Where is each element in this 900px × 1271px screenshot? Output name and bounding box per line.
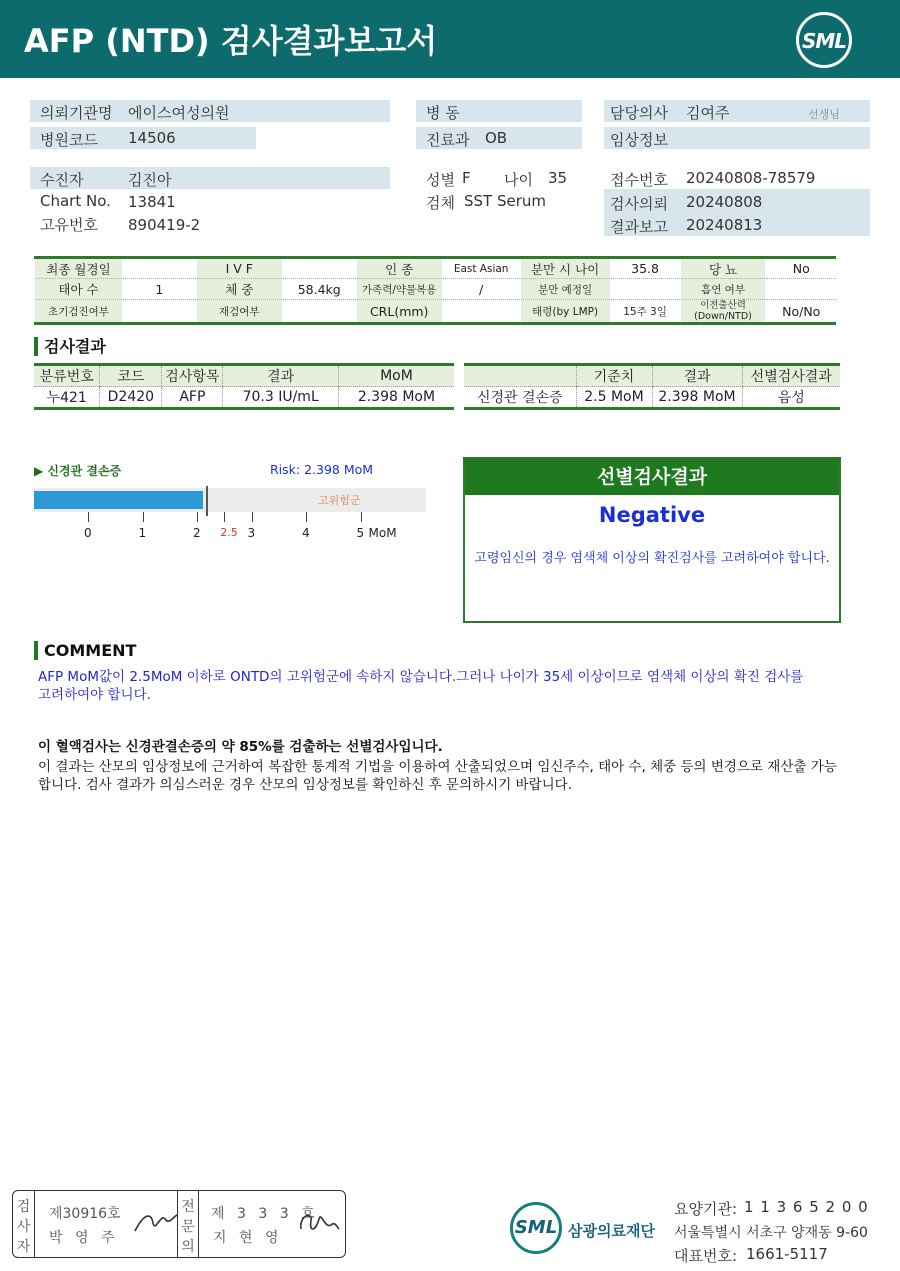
specimen-value: SST Serum [464,192,547,210]
family-history-value: / [442,279,520,300]
lmp-value [122,258,196,279]
code-value: D2420 [100,387,162,409]
delivery-age-label: 분만 시 나이 [520,258,610,279]
risk-tick-label: 0 [84,526,92,540]
screening-result-note: 고령임신의 경우 염색체 이상의 확진검사를 고려하여야 합니다. [474,551,830,566]
inspector-signature [131,1205,181,1239]
smoking-label: 흡연 여부 [680,279,766,300]
retest-value [282,300,356,324]
dept-label: 진료과 [426,131,470,149]
results-left-row [34,387,454,409]
expert-name: 지 현 영 [213,1230,283,1246]
risk-tick [143,512,144,522]
col-code: 코드 [100,365,162,387]
mom-value: 2.398 MoM [338,387,454,409]
uid-label: 고유번호 [40,216,98,234]
ward-label: 병 동 [426,104,460,122]
retest-label: 재검여부 [196,300,282,324]
crl-label: CRL(mm) [356,300,442,324]
weight-label: 체 중 [196,279,282,300]
risk-tick [252,512,253,522]
cutoff-value: 2.5 MoM [576,387,652,409]
clinical-info-label: 임상정보 [610,131,668,149]
diabetes-label: 당 뇨 [680,258,766,279]
risk-cutoff-marker [206,486,208,516]
risk-tick-label: 1 [138,526,147,540]
risk-value-text: Risk: 2.398 MoM [270,462,374,477]
report-label: 결과보고 [610,218,668,236]
receipt-value: 20240808-78579 [686,169,816,187]
risk-tick [197,512,198,522]
high-risk-label: 고위험군 [318,494,361,507]
result-value: 70.3 IU/mL [223,387,339,409]
clinical-row-2 [35,279,837,300]
expert-col: 전문의 [177,1191,199,1257]
col-right-result: 결과 [652,365,742,387]
initial-exam-label: 초기검진여부 [35,300,123,324]
org-phone-value: 1661-5117 [746,1245,828,1263]
right-result-value: 2.398 MoM [652,387,742,409]
hospital-code-label: 병원코드 [40,131,98,149]
report-header [0,0,900,78]
family-history-label: 가족력/약물복용 [356,279,442,300]
chart-value: 13841 [128,193,176,211]
org-address: 서울특별시 서초구 양재동 9-60 [674,1225,868,1241]
gestational-age-value: 15주 3일 [610,300,680,324]
risk-tick [361,512,362,522]
patient-value: 김진아 [128,171,172,189]
clinical-row-1 [35,258,837,279]
results-left-header [34,365,454,387]
risk-disease-label: ▶ 신경관 결손증 [34,464,122,478]
inspector-col: 검사자 [13,1191,35,1257]
col-result: 결과 [223,365,339,387]
fetus-count-label: 태아 수 [35,279,123,300]
col-screening-result: 선별검사결과 [742,365,840,387]
col-disease [464,365,576,387]
risk-tick [88,512,89,522]
specimen-label: 검체 [426,194,455,212]
weight-value: 58.4kg [282,279,356,300]
comment-text: AFP MoM값이 2.5MoM 이하로 ONTD의 고위험군에 속하지 않습니다.그러나 나이가 35세 이상이므로 염색체 이상의 확진 검사를 고려하여야 합니다. [38,669,804,703]
risk-tick [306,512,307,522]
col-test-item: 검사항목 [162,365,223,387]
inspector-name: 박 영 주 [49,1230,119,1246]
screening-result-title: 선별검사결과 [465,459,839,495]
risk-bar-fill [34,491,203,509]
institution-value: 에이스여성의원 [128,104,230,122]
org-name: 삼광의료재단 [568,1222,655,1240]
results-table-right [464,363,840,410]
test-item-value: AFP [162,387,223,409]
doctor-label: 담당의사 [610,104,668,122]
race-label: 인 종 [356,258,442,279]
clinical-row-3 [35,300,837,324]
risk-tick [224,512,225,522]
clinical-info-table [34,256,836,325]
doctor-suffix: 선생님 [808,108,840,121]
crl-value [442,300,520,324]
screening-result-box [463,457,841,623]
risk-tick-label: 2 [193,526,201,540]
gestational-age-label: 태령(by LMP) [520,300,610,324]
screening-result-value: 음성 [742,387,840,409]
ivf-value [282,258,356,279]
uid-value: 890419-2 [128,216,201,234]
age-label: 나이 [504,171,533,189]
fetus-count-value: 1 [122,279,196,300]
expert-no: 제 3 3 3 호 [211,1206,319,1222]
comment-title: COMMENT [34,641,136,660]
sml-logo [796,12,852,68]
initial-exam-value [122,300,196,324]
institution-label: 의뢰기관명 [40,104,113,122]
org-code-label: 요양기관: [674,1200,738,1218]
signature-box [12,1190,346,1258]
org-logo-text: SML [514,1217,558,1238]
disease-value: 신경관 결손증 [464,387,576,409]
logo-text: SML [801,29,847,53]
prev-birth-value: No/No [766,300,836,324]
prev-birth-label: 이전출산력 (Down/NTD) [680,300,766,324]
results-right-header [464,365,840,387]
due-date-label: 분만 예정일 [520,279,610,300]
col-mom: MoM [338,365,454,387]
screening-result-value: Negative [598,503,706,527]
request-label: 검사의뢰 [610,195,668,213]
request-value: 20240808 [686,193,763,211]
risk-tick-label: MoM [368,526,397,540]
race-value: East Asian [442,258,520,279]
expert-signature [295,1207,343,1241]
report-title: AFP (NTD) 검사결과보고서 [24,22,438,60]
class-no-value: 누421 [34,387,100,409]
doctor-value: 김여주 [686,104,730,122]
receipt-label: 접수번호 [610,171,668,189]
col-cutoff: 기준치 [576,365,652,387]
col-class-no: 분류번호 [34,365,100,387]
risk-tick-label: 3 [247,526,256,540]
chart-label: Chart No. [40,192,111,210]
sex-value: F [462,169,471,187]
delivery-age-value: 35.8 [610,258,680,279]
lmp-label: 최종 월경일 [35,258,123,279]
patient-label: 수진자 [40,171,84,189]
risk-tick-label: 5 [356,526,365,540]
risk-tick-label: 4 [302,526,310,540]
comment-paragraph: 이 결과는 산모의 임상정보에 근거하여 복잡한 통계적 기법을 이용하여 산출되었으며 임신주수, 태아 수, 체중 등의 변경으로 재산출 가능합니다. 검사 결과가 의심스러운 경우 산모의 임상정보를 확인하신 후 문의하시기 바랍니다. [38,759,837,793]
risk-tick-label: 2.5 [220,526,238,539]
results-table-left [34,363,454,410]
org-logo [510,1202,562,1254]
age-value: 35 [548,169,568,187]
smoking-value [766,279,836,300]
comment-bold-line: 이 혈액검사는 신경관결손증의 약 85%를 검출하는 선별검사입니다. [38,739,443,755]
results-section-title: 검사결과 [34,337,106,356]
due-date-value [610,279,680,300]
inspector-no: 제30916호 [49,1206,121,1222]
org-code-value: 1 1 3 6 5 2 0 0 [744,1198,869,1216]
report-value: 20240813 [686,216,763,234]
ivf-label: I V F [196,258,282,279]
patient-bar [30,167,390,189]
dept-value: OB [485,129,508,147]
results-right-row [464,387,840,409]
hospital-code-value: 14506 [128,129,176,147]
diabetes-value: No [766,258,836,279]
sex-label: 성별 [426,171,455,189]
org-phone-label: 대표번호: [674,1247,738,1265]
